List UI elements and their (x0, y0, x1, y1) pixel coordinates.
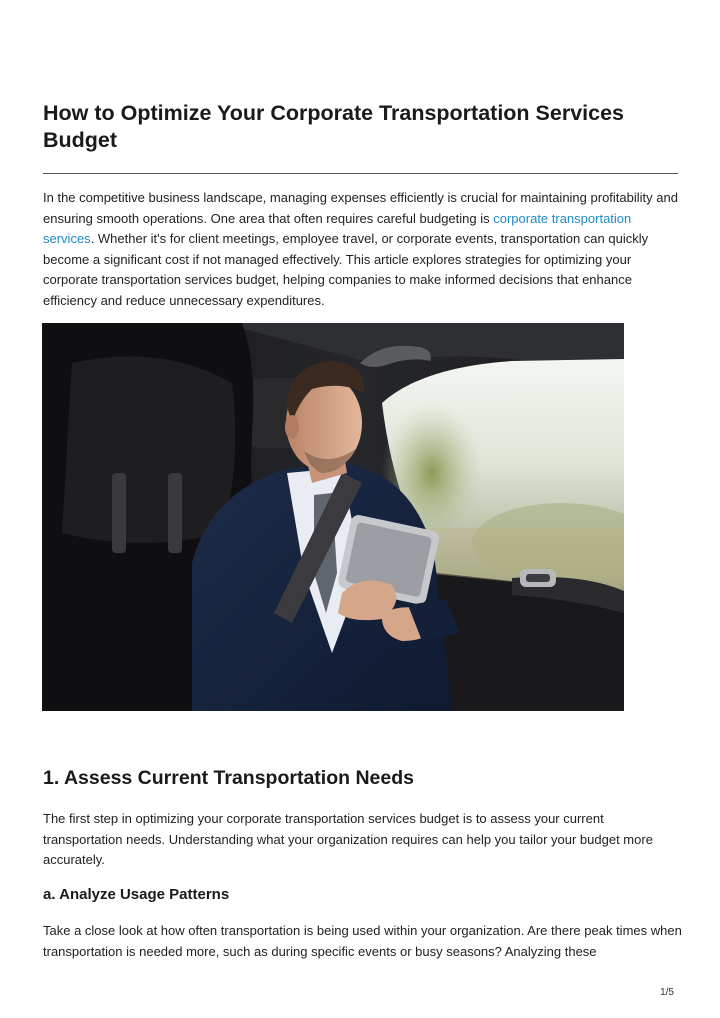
page-number: 1/5 (660, 987, 674, 998)
title-divider (43, 173, 678, 174)
usage-patterns-paragraph: Take a close look at how often transportation is being used within your organization. Are there peak times when transportation is needed more, such as during specific events or busy seasons? Analyzing these (43, 923, 682, 959)
article-title: How to Optimize Your Corporate Transportation Services Budget (43, 101, 625, 152)
intro-text-after-link: . Whether it's for client meetings, employee travel, or corporate events, transportation can quickly become a significant cost if not managed effectively. This article explores strategies for optimizing your corporate transportation services budget, helping companies to make informed decisions that enhance efficiency and reduce unnecessary expenditures. (43, 231, 649, 308)
intro-text-before-link: In the competitive business landscape, managing expenses efficiently is crucial for maintaining profitability and ensuring smooth operations. One area that often requires careful budgeting is (43, 190, 678, 226)
assess-needs-paragraph: The first step in optimizing your corporate transportation services budget is to assess your current transportation needs. Understanding what your organization requires can help you tailor your budget more accurately. (43, 811, 653, 867)
corporate-transportation-link[interactable]: corporate transportation services (43, 210, 632, 246)
subheading-usage-patterns: a. Analyze Usage Patterns (43, 886, 230, 903)
section-heading-assess-needs: 1. Assess Current Transportation Needs (43, 767, 414, 789)
businessman-in-car-photo (42, 323, 624, 711)
intro-paragraph (43, 188, 683, 311)
